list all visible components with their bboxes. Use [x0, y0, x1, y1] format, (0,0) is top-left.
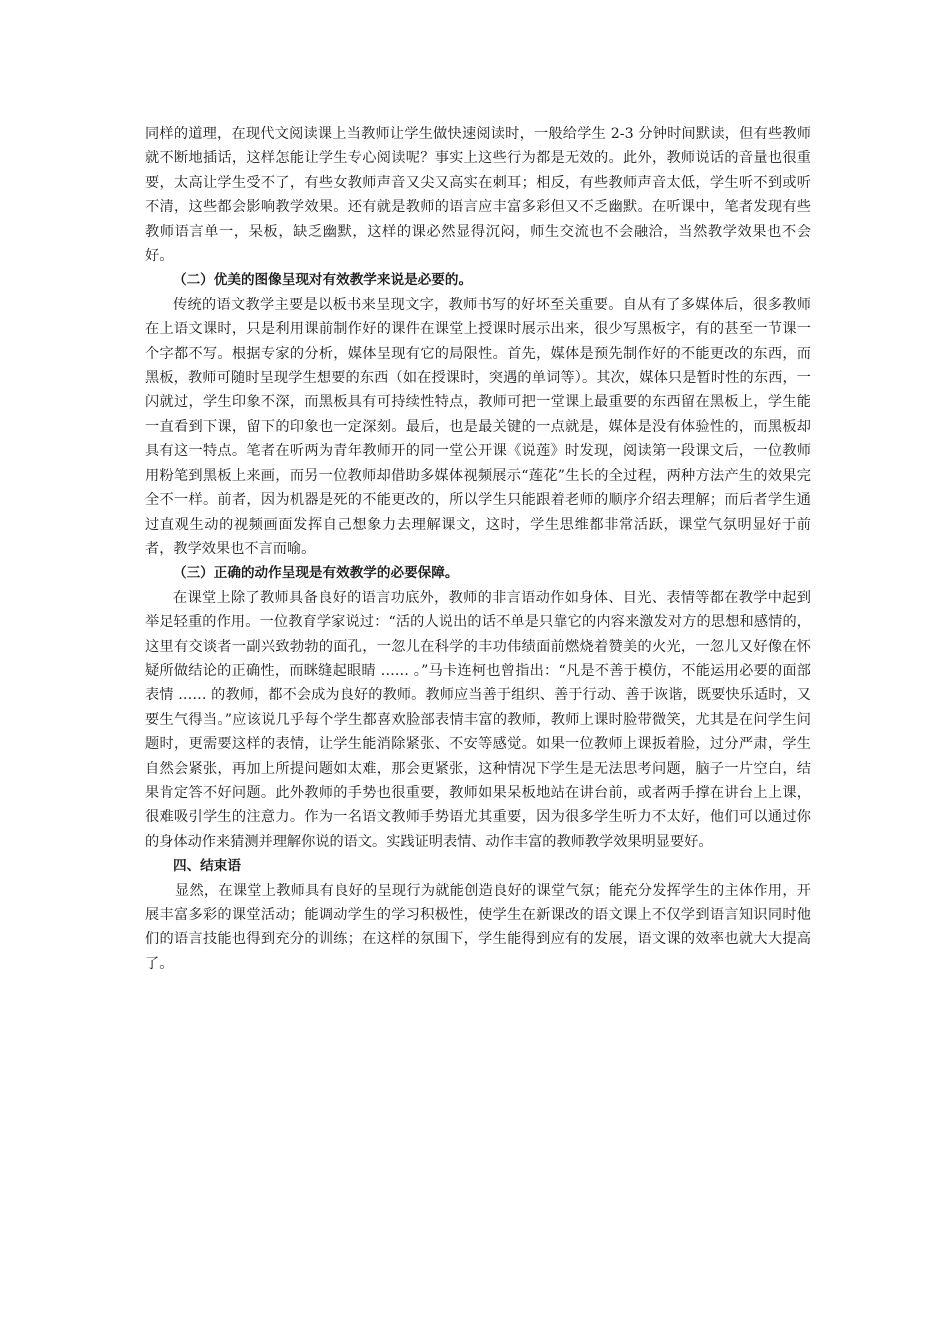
- paragraph-blackboard: 传统的语文教学主要是以板书来呈现文字，教师书写的好坏至关重要。自从有了多媒体后，很多教师在上语文课时，只是利用课前制作好的课件在课堂上授课时展示出来，很少写黑板字，有的甚至一节课一个字都不写。根据专家的分析，媒体呈现有它的局限性。首先，媒体是预先制作好的不能更改的东西，而黑板，教师可随时呈现学生想要的东西（如在授课时，突遇的单词等）。其次，媒体只是暂时性的东西，一闪就过，学生印象不深，而黑板具有可持续性特点，教师可把一堂课上最重要的东西留在黑板上，学生能一直看到下课，留下的印象也一定深刻。最后，也是最关键的一点就是，媒体是没有体验性的，而黑板却具有这一特点。笔者在听两为青年教师开的同一堂公开课《说莲》时发现，阅读第一段课文后，一位教师用粉笔到黑板上来画，而另一位教师却借助多媒体视频展示“莲花”生长的全过程，两种方法产生的效果完全不一样。前者，因为机器是死的不能更改的，所以学生只能跟着老师的顺序介绍去理解；而后者学生通过直观生动的视频画面发挥自己想象力去理解课文，这时，学生思维都非常活跃，课堂气氛明显好于前者，教学效果也不言而喻。: [145, 296, 811, 557]
- document-page: [145, 122, 811, 976]
- heading-action-presentation: （三）正确的动作呈现是有效教学的必要保障。: [173, 565, 459, 582]
- paragraph-voice: 同样的道理，在现代文阅读课上当教师让学生做快速阅读时，一般给学生 2-3 分钟时间默读，但有些教师就不断地插话，这样怎能让学生专心阅读呢？事实上这些行为都是无效的。此外，教师说话的音量也很重要，太高让学生受不了，有些女教师声音又尖又高实在刺耳；相反，有些教师声音太低，学生听不到或听不清，这些都会影响教学效果。还有就是教师的语言应丰富多彩但又不乏幽默。在听课中，笔者发现有些教师语言单一，呆板，缺乏幽默，这样的课必然显得沉闷，师生交流也不会融洽，当然教学效果也不会好。: [145, 126, 811, 265]
- paragraph-conclusion: 显然，在课堂上教师具有良好的呈现行为就能创造良好的课堂气氛；能充分发挥学生的主体作用，开展丰富多彩的课堂活动；能调动学生的学习积极性，使学生在新课改的语文课上不仅学到语言知识同时他们的语言技能也得到充分的训练；在这样的氛围下，学生能得到应有的发展，语文课的效率也就大大提高了。: [145, 882, 811, 972]
- heading-conclusion: 四、结束语: [173, 858, 241, 875]
- paragraph-body-language: 在课堂上除了教师具备良好的语言功底外，教师的非言语动作如身体、目光、表情等都在教学中起到举足轻重的作用。一位教育学家说过：“活的人说出的话不单是只靠它的内容来激发对方的思想和感情的，这里有交谈者一副兴致勃勃的面孔，一忽儿在科学的丰功伟绩面前燃烧着赞美的火光，一忽儿又好像在怀疑所做结论的正确性，而眯缝起眼睛 …… 。”马卡连柯也曾指出：“凡是不善于模仿，不能运用必要的面部表情 …… 的教师，都不会成为良好的教师。教师应当善于组织、善于行动、善于诙谐，既要快乐适时，又要生气得当。”应该说几乎每个学生都喜欢脸部表情丰富的教师，教师上课时脸带微笑，尤其是在问学生问题时，更需要这样的表情，让学生能消除紧张、不安等感觉。如果一位教师上课扳着脸，过分严肃，学生自然会紧张，再加上所提问题如太难，那会更紧张，这种情况下学生是无法思考问题，脑子一片空白，结果肯定答不好问题。此外教师的手势也很重要，教师如果呆板地站在讲台前，或者两手撑在讲台上上课，很难吸引学生的注意力。作为一名语文教师手势语尤其重要，因为很多学生听力不太好，他们可以通过你的身体动作来猜测并理解你说的语文。实践证明表情、动作丰富的教师教学效果明显要好。: [145, 589, 811, 850]
- heading-image-presentation: （二）优美的图像呈现对有效教学来说是必要的。: [173, 272, 473, 289]
